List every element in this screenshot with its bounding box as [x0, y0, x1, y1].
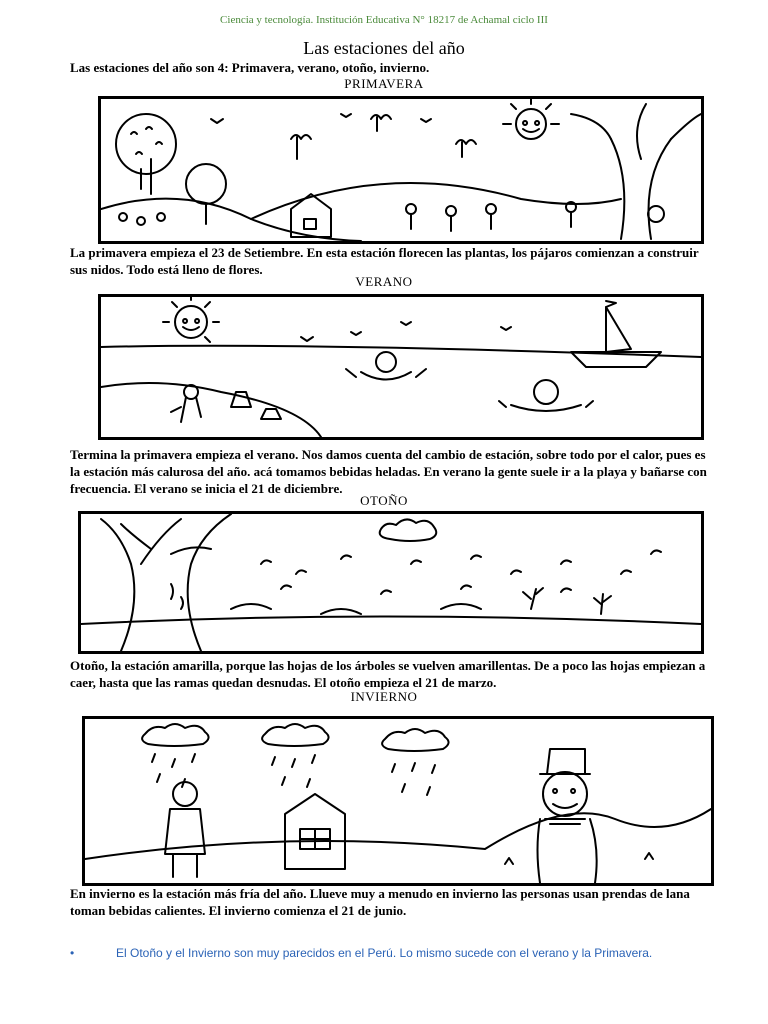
season-label-primavera: PRIMAVERA [344, 76, 424, 91]
document-header: Ciencia y tecnología. Institución Educativa N° 18217 de Achamal ciclo III [220, 14, 548, 26]
winter-illustration [82, 716, 714, 886]
summer-illustration [98, 294, 704, 440]
paragraph-primavera: La primavera empieza el 23 de Setiembre. En esta estación florecen las plantas, los pájaros comienzan a construir sus nidos. Todo está lleno de flores. [70, 245, 699, 277]
footnote-text: El Otoño y el Invierno son muy parecidos en el Perú. Lo mismo sucede con el verano y la Primavera. [116, 946, 653, 960]
bullet-point: • [70, 946, 75, 960]
intro-text: Las estaciones del año son 4: Primavera, verano, otoño, invierno. [70, 60, 430, 75]
spring-illustration [98, 96, 704, 244]
autumn-illustration [78, 511, 704, 654]
paragraph-invierno: En invierno es la estación más fría del año. Llueve muy a menudo en invierno las personas usan prendas de lana toman bebidas calientes. El invierno comienza el 21 de junio. [70, 886, 690, 918]
season-label-verano: VERANO [355, 274, 413, 289]
season-label-otono: OTOÑO [360, 493, 408, 508]
paragraph-otono: Otoño, la estación amarilla, porque las hojas de los árboles se vuelven amarillentas. De a poco las hojas empiezan a caer, hasta que las ramas quedan desnudas. El otoño empieza el 21 de marzo. [70, 658, 706, 690]
season-label-invierno: INVIERNO [350, 689, 418, 704]
paragraph-verano: Termina la primavera empieza el verano. Nos damos cuenta del cambio de estación, sobre todo por el calor, pues es la estación más calurosa del año. acá tomamos bebidas heladas. En verano la gente suele ir a la playa y bañarse con frecuencia. El verano se inicia el 21 de diciembre. [70, 447, 707, 496]
page-title: Las estaciones del año [303, 38, 465, 58]
footnote [70, 946, 730, 960]
